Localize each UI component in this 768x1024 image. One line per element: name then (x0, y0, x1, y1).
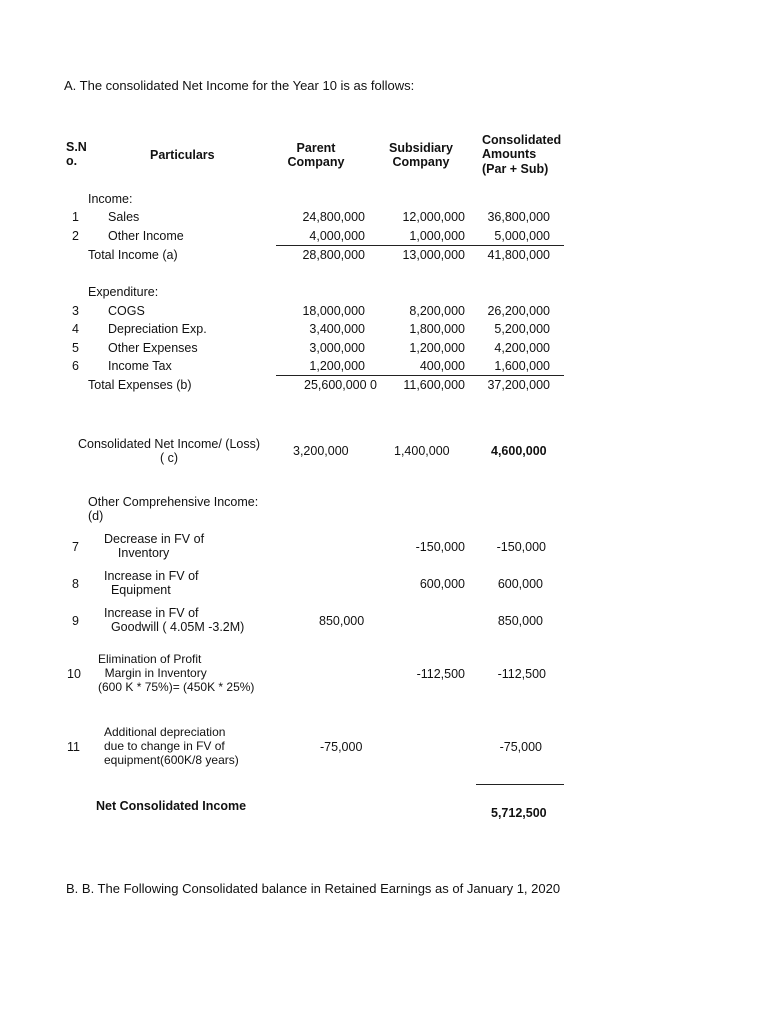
header-parent: Parent Company (287, 141, 345, 170)
row-label: Additional depreciation due to change in FV of equipment(600K/8 years) (104, 725, 239, 767)
row-sn: 4 (72, 322, 79, 336)
row-cons-value: 4,200,000 (494, 341, 550, 355)
row-parent-value: 850,000 (319, 614, 365, 628)
section-b-heading: B. B. The Following Consolidated balance in Retained Earnings as of January 1, 2020 (66, 881, 561, 896)
row-parent-value: -75,000 (320, 740, 363, 754)
total-expenses-parent: 25,600,000 0 (304, 378, 377, 392)
total-expenses-cons: 37,200,000 (487, 378, 550, 392)
header-subsidiary: Subsidiary Company (389, 141, 453, 170)
row-cons-value: 36,800,000 (487, 210, 550, 224)
net-income-label: Consolidated Net Income/ (Loss) ( c) (77, 437, 261, 466)
total-income-cons: 41,800,000 (487, 248, 550, 262)
row-cons-value: 5,200,000 (494, 322, 550, 336)
row-sub-value: 1,200,000 (409, 341, 465, 355)
row-cons-value: -112,500 (497, 667, 546, 681)
total-income-sub: 13,000,000 (402, 248, 465, 262)
row-sub-value: -150,000 (415, 540, 465, 554)
row-parent-value: 3,400,000 (309, 322, 365, 336)
row-sn: 7 (72, 540, 79, 554)
oci-heading: Other Comprehensive Income: (d) (88, 495, 259, 524)
row-parent-value: 3,000,000 (309, 341, 365, 355)
row-sub-value: 400,000 (419, 359, 465, 373)
row-sn: 11 (67, 740, 80, 754)
net-consolidated-value: 5,712,500 (491, 806, 547, 820)
net-income-cons: 4,600,000 (491, 444, 547, 458)
row-label: Increase in FV of Goodwill ( 4.05M -3.2M) (104, 606, 245, 635)
row-label: COGS (108, 304, 145, 318)
total-expenses-rule (276, 375, 564, 376)
row-sub-value: 1,800,000 (409, 322, 465, 336)
row-cons-value: 600,000 (497, 577, 543, 591)
row-cons-value: 26,200,000 (487, 304, 550, 318)
row-parent-value: 18,000,000 (302, 304, 365, 318)
header-consolidated: Consolidated Amounts (Par + Sub) (482, 133, 562, 176)
header-sno: S.N o. (66, 140, 87, 169)
row-sub-value: 12,000,000 (402, 210, 465, 224)
net-income-parent: 3,200,000 (293, 444, 349, 458)
row-label: Sales (108, 210, 140, 224)
net-income-sub: 1,400,000 (394, 444, 450, 458)
row-sub-value: -112,500 (416, 667, 465, 681)
section-a-heading: A. The consolidated Net Income for the Year 10 is as follows: (64, 78, 415, 93)
expenditure-heading: Expenditure: (88, 285, 159, 299)
row-cons-value: -150,000 (496, 540, 546, 554)
row-sn: 9 (72, 614, 79, 628)
row-sub-value: 8,200,000 (409, 304, 465, 318)
row-parent-value: 24,800,000 (302, 210, 365, 224)
total-expenses-sub: 11,600,000 (403, 378, 465, 392)
row-sn: 1 (72, 210, 79, 224)
row-label: Decrease in FV of Inventory (104, 532, 205, 561)
row-cons-value: 1,600,000 (494, 359, 550, 373)
row-label: Income Tax (108, 359, 172, 373)
row-sn: 8 (72, 577, 79, 591)
total-income-parent: 28,800,000 (302, 248, 365, 262)
row-sn: 3 (72, 304, 79, 318)
row-cons-value: -75,000 (499, 740, 542, 754)
income-heading: Income: (88, 192, 133, 206)
total-income-label: Total Income (a) (88, 248, 178, 262)
row-label: Other Expenses (108, 341, 198, 355)
row-parent-value: 1,200,000 (309, 359, 365, 373)
row-label: Depreciation Exp. (108, 322, 207, 336)
row-sub-value: 600,000 (419, 577, 465, 591)
net-consolidated-rule (476, 784, 564, 785)
header-particulars: Particulars (150, 148, 215, 162)
row-label: Increase in FV of Equipment (104, 569, 199, 598)
row-cons-value: 850,000 (497, 614, 543, 628)
row-label: Elimination of Profit Margin in Inventory (600 K * 75%)= (450K * 25%) (98, 652, 255, 694)
row-cons-value: 5,000,000 (494, 229, 550, 243)
net-consolidated-label: Net Consolidated Income (96, 799, 247, 813)
row-sn: 6 (72, 359, 79, 373)
row-sn: 5 (72, 341, 79, 355)
row-sub-value: 1,000,000 (409, 229, 465, 243)
row-sn: 2 (72, 229, 79, 243)
row-label: Other Income (108, 229, 184, 243)
row-sn: 10 (67, 667, 81, 681)
total-income-rule (276, 245, 564, 246)
row-parent-value: 4,000,000 (309, 229, 365, 243)
total-expenses-label: Total Expenses (b) (88, 378, 192, 392)
